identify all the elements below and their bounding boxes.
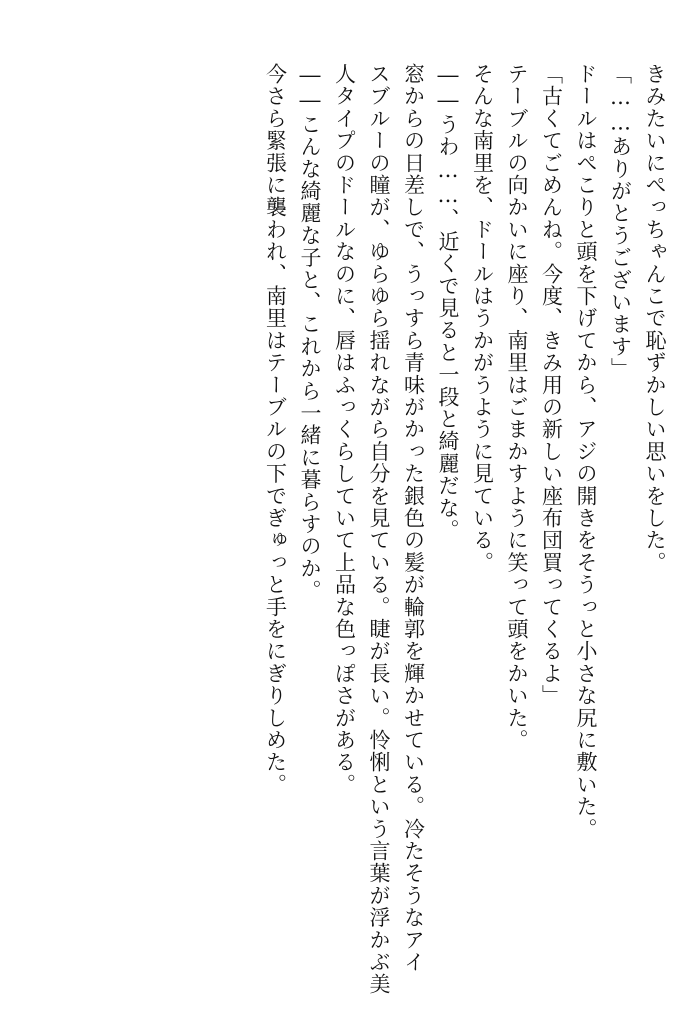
text-column-4: 「古くてごめんね。今度、きみ用の新しい座布団買ってくるよ」 — [539, 63, 564, 707]
text-column-7: ――うわ……、近くで見ると一段と綺麗だな。 — [436, 63, 460, 542]
text-column-5: テーブルの向かいに座り、南里はごまかすように笑って頭をかいた。 — [505, 63, 529, 752]
text-column-6: そんな南里を、ドールはうかがうように見ている。 — [470, 63, 495, 574]
text-column-12: 今さら緊張に襲われ、南里はテーブルの下でぎゅっと手をにぎりしめた。 — [263, 63, 288, 796]
vertical-text-block — [258, 63, 672, 996]
text-column-10: 人タイプのドールなのに、唇はふっくらしていて上品な色っぽさがある。 — [332, 63, 357, 796]
text-column-2: 「……ありがとうございます」 — [608, 63, 633, 380]
text-column-3: ドールはぺこりと頭を下げてから、アジの開きをそうっと小さな尻に敷いた。 — [574, 63, 598, 840]
text-column-8: 窓からの日差しで、うっすら青味がかった銀色の髪が輪郭を輝かせている。冷たそうなアイ — [401, 63, 426, 974]
text-column-1: きみたいにぺっちゃんこで恥ずかしい思いをした。 — [643, 63, 667, 574]
text-column-9: スブルーの瞳が、ゆらゆら揺れながら自分を見ている。睫が長い。怜悧という言葉が浮かぶ美 — [367, 63, 391, 996]
text-column-11: ――こんな綺麗な子と、これから一緒に暮らすのか。 — [298, 63, 322, 602]
